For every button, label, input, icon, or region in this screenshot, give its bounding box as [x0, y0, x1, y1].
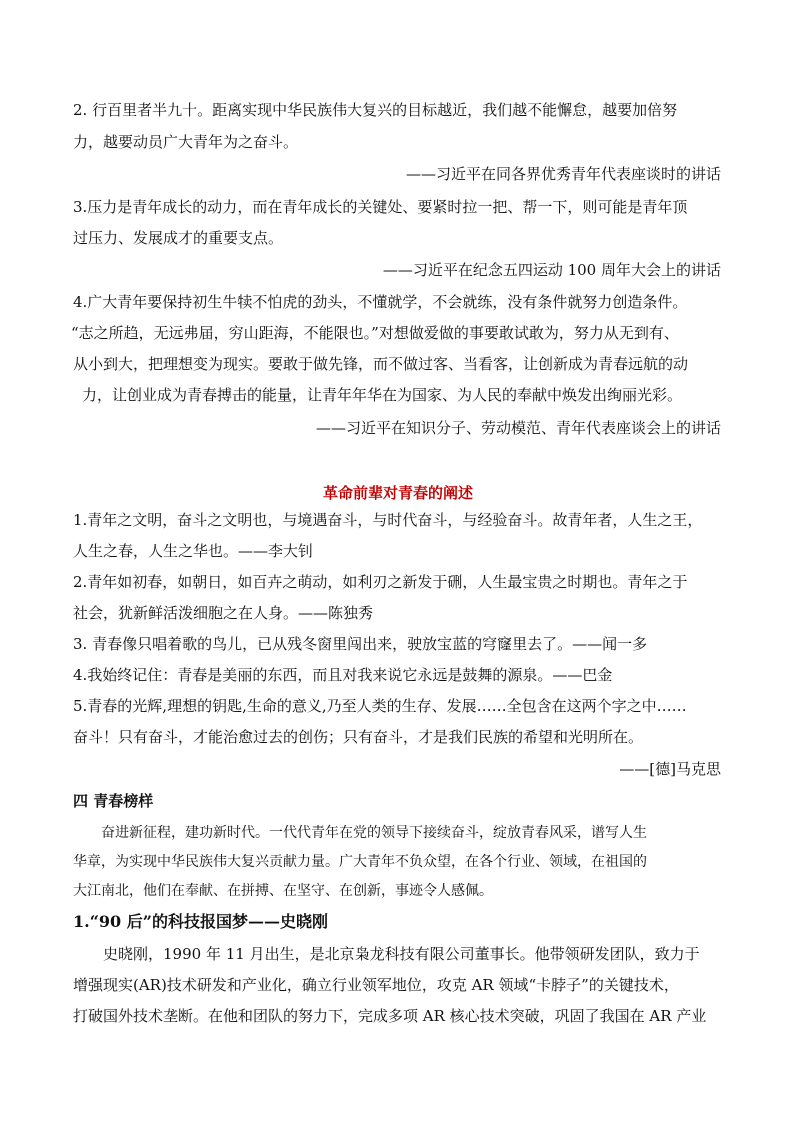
part4-heading: 四 青春榜样 — [73, 792, 154, 810]
part4-intro-line-3: 大江南北，他们在奉献、在拼搏、在坚守、在创新，事迹令人感佩。 — [73, 883, 493, 899]
quote-xi-3-line-1: 3.压力是青年成长的动力，而在青年成长的关键处、要紧时拉一把、帮一下，则可能是青年顶 — [73, 198, 688, 216]
quote-elder-5-line-1: 5.青春的光辉,理想的钥匙,生命的意义,乃至人类的生存、发展……全包含在这两个字之中…… — [73, 697, 687, 715]
item1-heading: 1.“90 后”的科技报国梦——史晓刚 — [73, 912, 328, 931]
quote-xi-4-line-4: 力，让创业成为青春搏击的能量，让青年年华在为国家、为人民的奉献中焕发出绚丽光彩。 — [82, 386, 683, 404]
section-title: 革命前辈对青春的阐述 — [322, 484, 473, 502]
part4-intro-line-1: 奋进新征程，建功新时代。一代代青年在党的领导下接续奋斗，绽放青春风采，谱写人生 — [101, 825, 647, 841]
quote-xi-4-line-1: 4.广大青年要保持初生牛犊不怕虎的劲头，不懂就学，不会就练，没有条件就努力创造条件。 — [73, 293, 688, 311]
quote-xi-2-line-2: 力，越要动员广大青年为之奋斗。 — [73, 133, 299, 151]
quote-xi-4-line-3: 从小到大，把理想变为现实。要敢于做先锋，而不做过客、当看客，让创新成为青春远航的动 — [73, 355, 689, 373]
quote-xi-2-line-1: 2. 行百里者半九十。距离实现中华民族伟大复兴的目标越近，我们越不能懈怠，越要加倍努 — [73, 101, 678, 119]
quote-elder-2-line-1: 2.青年如初春，如朝日，如百卉之萌动，如利刃之新发于硎，人生最宝贵之时期也。青年之于 — [73, 573, 688, 591]
quote-elder-4: 4.我始终记住：青春是美丽的东西，而且对我来说它永远是鼓舞的源泉。——巴金 — [73, 666, 613, 684]
quote-elder-3: 3. 青春像只唱着歌的鸟儿，已从残冬窗里闯出来，驶放宝蓝的穹窿里去了。——闻一多 — [73, 635, 648, 653]
quote-elder-1-line-1: 1.青年之文明，奋斗之文明也，与境遇奋斗，与时代奋斗，与经验奋斗。故青年者，人生之王， — [73, 511, 703, 529]
item1-body-line-3: 打破国外技术垄断。在他和团队的努力下，完成多项 AR 核心技术突破，巩固了我国在 AR 产业 — [73, 1007, 707, 1025]
item1-body-line-1: 史晓刚，1990 年 11 月出生，是北京枭龙科技有限公司董事长。他带领研发团队，致力于 — [103, 945, 700, 963]
quote-xi-3-source: ——习近平在纪念五四运动 100 周年大会上的讲话 — [382, 261, 721, 279]
item1-body-line-2: 增强现实(AR)技术研发和产业化，确立行业领军地位，攻克 AR 领域“卡脖子”的关键技术， — [73, 976, 679, 994]
quote-elder-1-line-2: 人生之春，人生之华也。——李大钊 — [73, 542, 314, 560]
quote-xi-3-line-2: 过压力、发展成才的重要支点。 — [73, 229, 284, 247]
quote-xi-2-source: ——习近平在同各界优秀青年代表座谈时的讲话 — [405, 165, 721, 183]
quote-elder-2-line-2: 社会，犹新鲜活泼细胞之在人身。——陈独秀 — [73, 604, 374, 622]
quote-elder-5-source: ——[德]马克思 — [619, 760, 721, 778]
part4-intro-line-2: 华章，为实现中华民族伟大复兴贡献力量。广大青年不负众望，在各个行业、领域，在祖国的 — [73, 854, 647, 870]
quote-xi-4-source: ——习近平在知识分子、劳动模范、青年代表座谈会上的讲话 — [315, 419, 721, 437]
quote-elder-5-line-2: 奋斗！只有奋斗，才能治愈过去的创伤；只有奋斗，才是我们民族的希望和光明所在。 — [73, 728, 644, 746]
quote-xi-4-line-2: “志之所趋，无远弗届，穷山距海，不能限也。”对想做爱做的事要敢试敢为，努力从无到有、 — [71, 324, 679, 342]
